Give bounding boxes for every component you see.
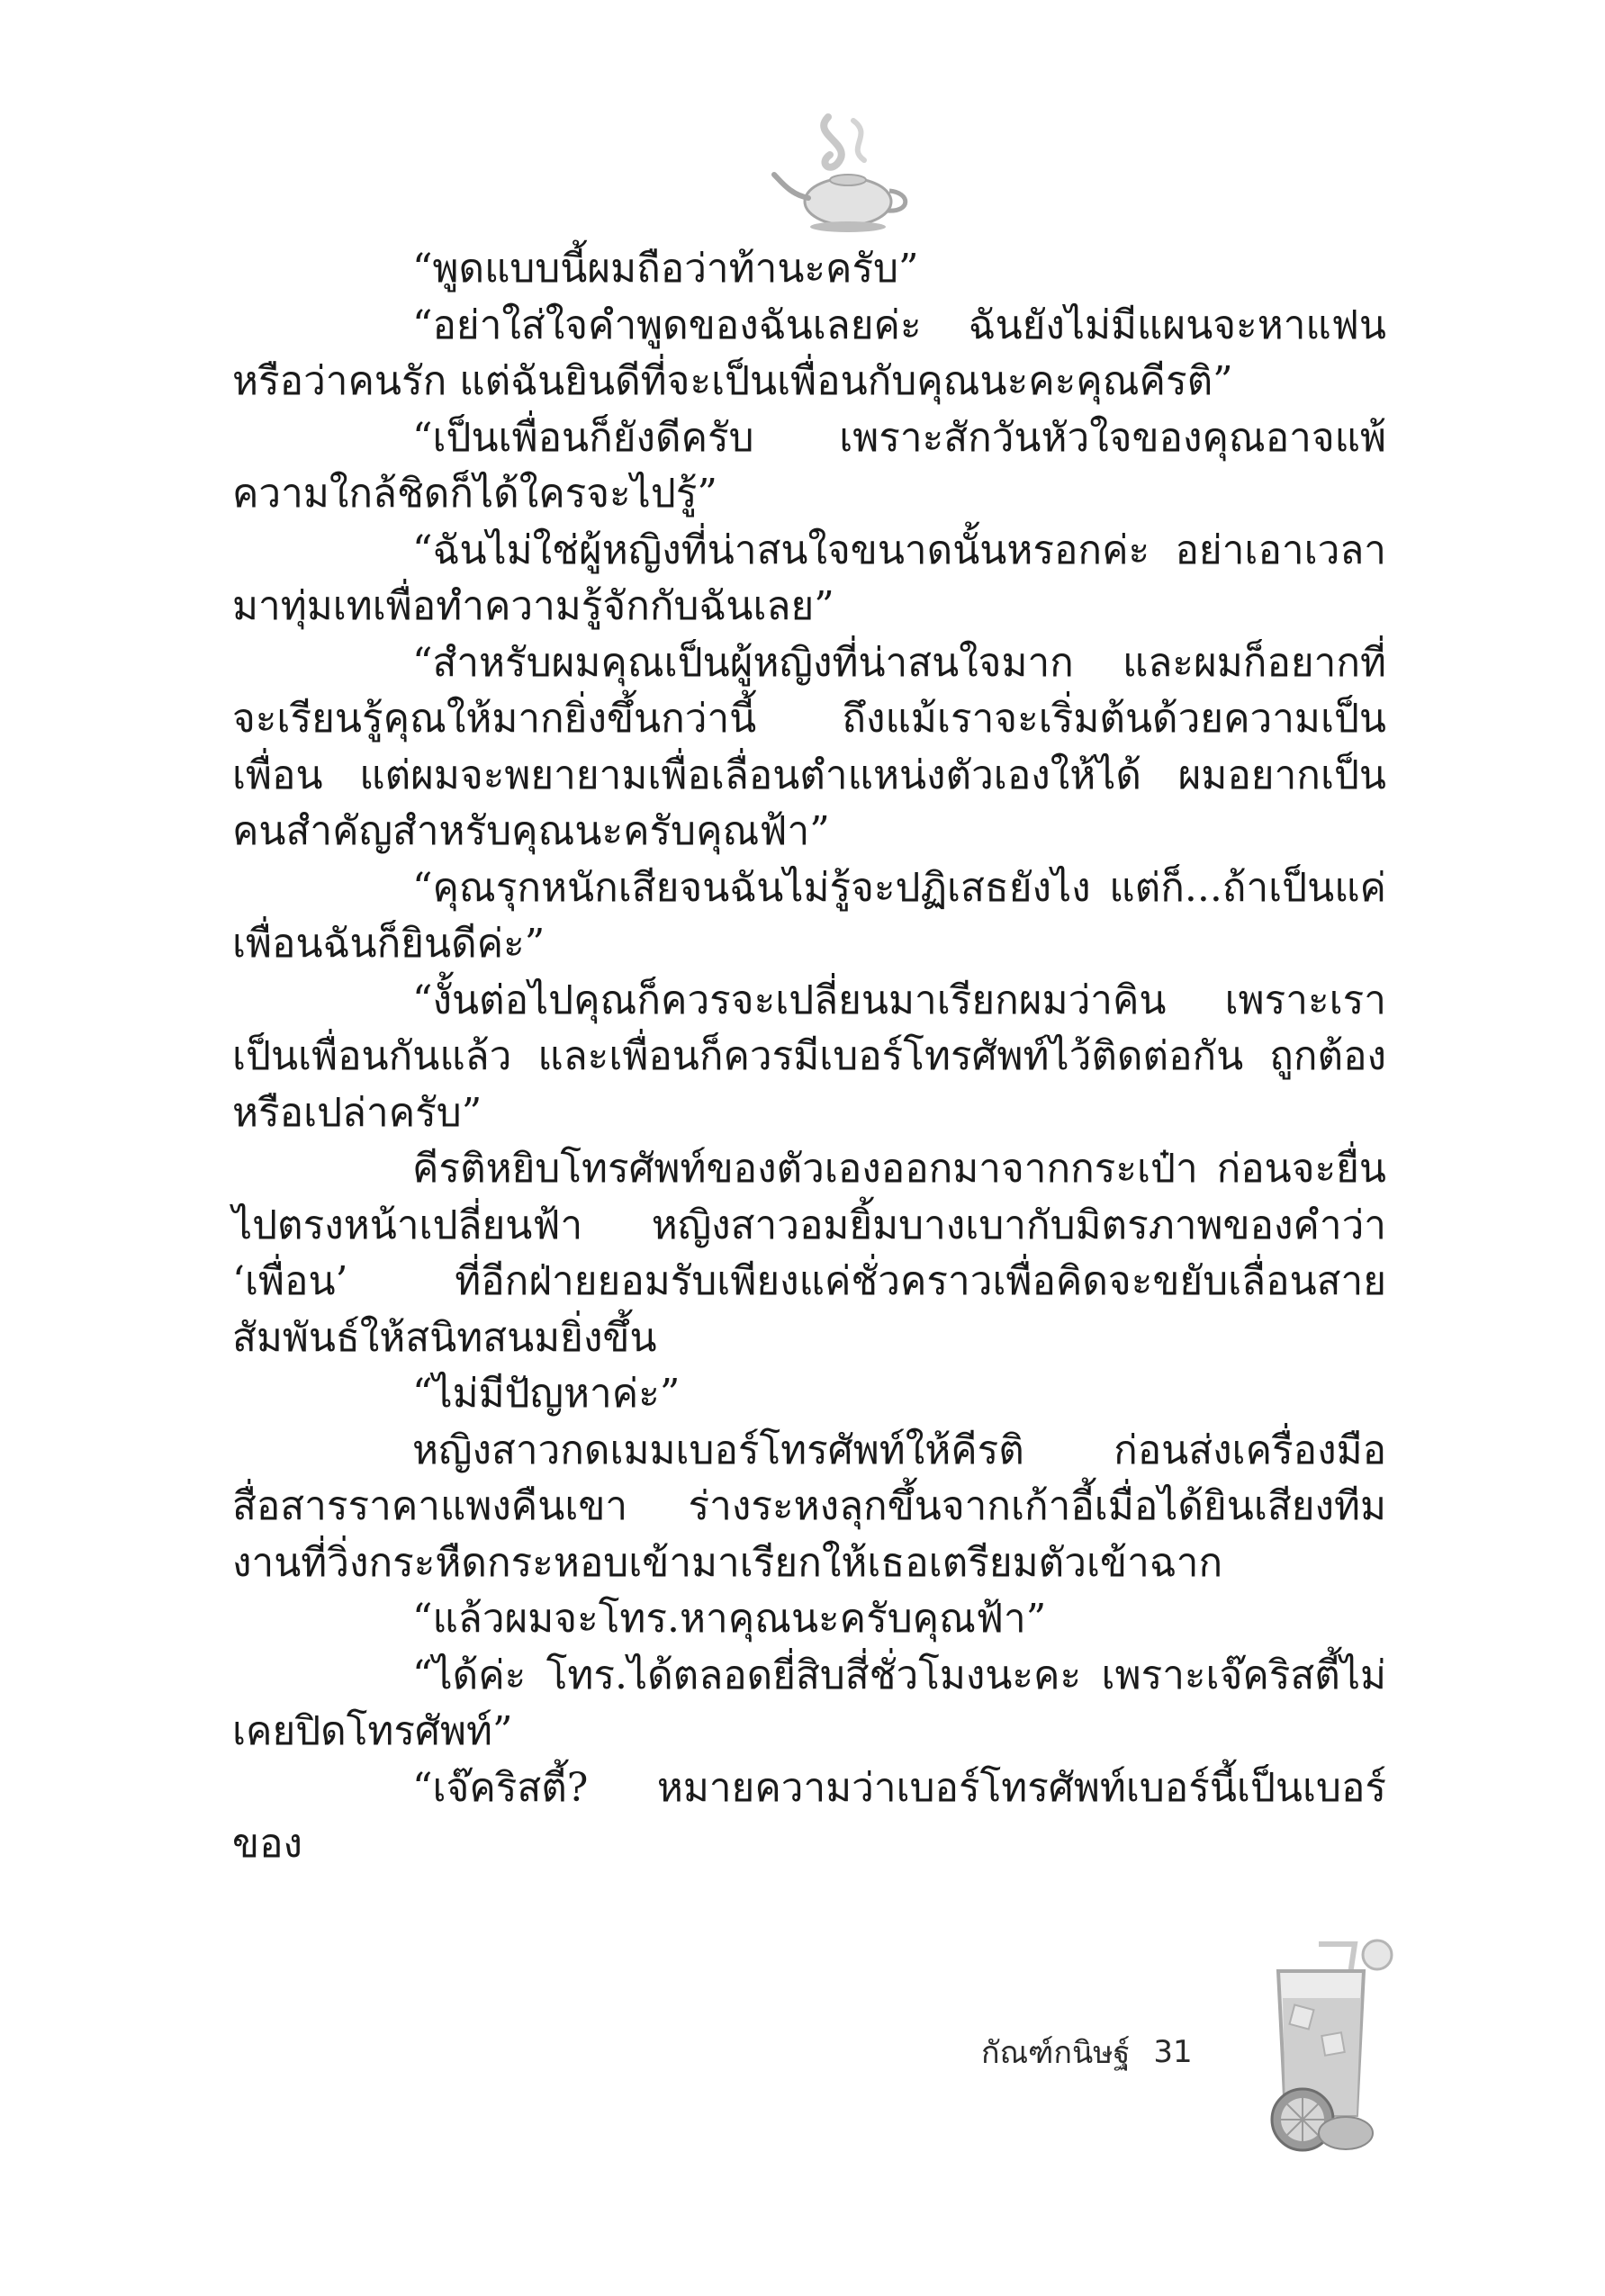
paragraph: “อย่าใส่ใจคำพูดของฉันเลยค่ะ ฉันยังไม่มีแผนจะหาแฟนหรือว่าคนรัก แต่ฉันยินดีที่จะเป็นเพื่อนกับคุณนะคะคุณคีรติ”	[232, 302, 1386, 404]
drink-glass-icon	[1256, 1935, 1400, 2160]
paragraph: “แล้วผมจะโทร.หาคุณนะครับคุณฟ้า”	[412, 1596, 1047, 1642]
page-footer	[981, 2025, 1193, 2079]
paragraph: “ฉันไม่ใช่ผู้หญิงที่น่าสนใจขนาดนั้นหรอกค่ะ อย่าเอาเวลามาทุ่มเทเพื่อทำความรู้จักกับฉันเลย”	[232, 527, 1386, 629]
paragraph: “เจ๊คริสตี้? หมายความว่าเบอร์โทรศัพท์เบอร์นี้เป็นเบอร์ของ	[232, 1764, 1386, 1867]
page-number: 31	[1153, 2034, 1193, 2070]
paragraph: “เป็นเพื่อนก็ยังดีครับ เพราะสักวันหัวใจของคุณอาจแพ้ความใกล้ชิดก็ได้ใครจะไปรู้”	[232, 414, 1386, 517]
paragraph: “ได้ค่ะ โทร.ได้ตลอดยี่สิบสี่ชั่วโมงนะคะ เพราะเจ๊คริสตี้ไม่เคยปิดโทรศัพท์”	[232, 1652, 1386, 1754]
paragraph: “คุณรุกหนักเสียจนฉันไม่รู้จะปฏิเสธยังไง แต่ก็...ถ้าเป็นแค่เพื่อนฉันก็ยินดีค่ะ”	[232, 864, 1386, 967]
paragraph: “งั้นต่อไปคุณก็ควรจะเปลี่ยนมาเรียกผมว่าคิน เพราะเราเป็นเพื่อนกันแล้ว และเพื่อนก็ควรมีเบอร์โทรศัพท์ไว้ติดต่อกัน ถูกต้องหรือเปล่าครับ”	[232, 977, 1386, 1136]
paragraph: หญิงสาวกดเมมเบอร์โทรศัพท์ให้คีรติ ก่อนส่งเครื่องมือสื่อสารราคาแพงคืนเขา ร่างระหงลุกขึ้นจากเก้าอี้เมื่อได้ยินเสียงทีมงานที่วิ่งกระหืดกระหอบเข้ามาเรียกให้เธอเตรียมตัวเข้าฉาก	[232, 1427, 1386, 1586]
paragraph: “สำหรับผมคุณเป็นผู้หญิงที่น่าสนใจมาก และผมก็อยากที่จะเรียนรู้คุณให้มากยิ่งขึ้นกว่านี้ ถึงแม้เราจะเริ่มต้นด้วยความเป็นเพื่อน แต่ผมจะพยายามเพื่อเลื่อนตำแหน่งตัวเองให้ได้ ผมอยากเป็นคนสำคัญสำหรับคุณนะครับคุณฟ้า”	[232, 639, 1386, 854]
paragraph: คีรติหยิบโทรศัพท์ของตัวเองออกมาจากกระเป๋า ก่อนจะยื่นไปตรงหน้าเปลี่ยนฟ้า หญิงสาวอมยิ้มบางเบากับมิตรภาพของคำว่า ‘เพื่อน’ ที่อีกฝ่ายยอมรับเพียงแค่ชั่วคราวเพื่อคิดจะขยับเลื่อนสายสัมพันธ์ให้สนิทสนมยิ่งขึ้น	[232, 1146, 1386, 1361]
book-title: กัณฑ์กนิษฐ์	[981, 2035, 1131, 2071]
page-body	[232, 241, 1386, 1873]
paragraph: “พูดแบบนี้ผมถือว่าท้านะครับ”	[412, 246, 919, 292]
teapot-icon	[765, 108, 918, 243]
paragraph: “ไม่มีปัญหาค่ะ”	[412, 1371, 681, 1417]
